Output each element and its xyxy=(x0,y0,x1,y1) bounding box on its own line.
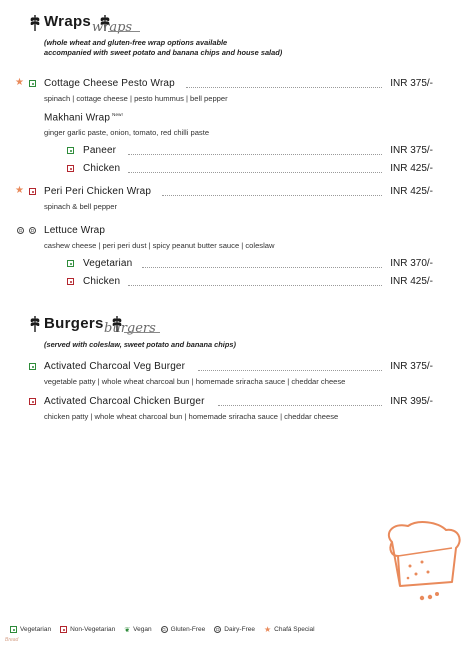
option-name: Vegetarian xyxy=(83,258,133,269)
gluten-free-icon: G xyxy=(18,228,23,233)
leader-dots xyxy=(186,87,382,88)
script-underline xyxy=(124,332,160,333)
wraps-note: (whole wheat and gluten-free wrap options available accompanied with sweet potato and banana chips and house salad) xyxy=(44,38,283,57)
item-description: spinach | cottage cheese | pesto hummus | bell pepper xyxy=(44,94,228,103)
new-badge: New! xyxy=(112,112,123,117)
option-name: Chicken xyxy=(83,163,121,174)
dairy-free-icon: D xyxy=(216,627,220,632)
option-name: Chicken xyxy=(83,276,121,287)
dairy-free-icon: D xyxy=(30,228,35,233)
item-description: chicken patty | whole wheat charcoal bun | homemade sriracha sauce | cheddar cheese xyxy=(44,412,339,421)
leader-dots xyxy=(218,405,382,406)
leader-dots xyxy=(198,370,382,371)
leader-dots xyxy=(128,154,382,155)
option-name: Paneer xyxy=(83,145,117,156)
item-price: INR 375/- xyxy=(390,361,433,372)
burgers-script-title: burgers xyxy=(104,321,156,336)
special-star-icon: ★ xyxy=(263,625,272,634)
item-description: vegetable patty | whole wheat charcoal bun | homemade sriracha sauce | cheddar cheese xyxy=(44,377,346,386)
leader-dots xyxy=(128,285,382,286)
item-price: INR 425/- xyxy=(390,186,433,197)
option-price: INR 425/- xyxy=(390,276,433,287)
veg-icon xyxy=(67,147,74,154)
non-veg-icon xyxy=(67,165,74,172)
legend-dairy-free: D Dairy-Free xyxy=(216,626,255,633)
special-star-icon: ★ xyxy=(15,185,24,196)
legend xyxy=(10,625,324,634)
item-name: Cottage Cheese Pesto Wrap xyxy=(44,78,175,89)
item-price: INR 395/- xyxy=(390,396,433,407)
non-veg-icon xyxy=(29,398,36,405)
veg-icon xyxy=(29,80,36,87)
special-star-icon: ★ xyxy=(15,77,24,88)
legend-gluten-free: G Gluten-Free xyxy=(162,626,206,633)
veg-icon xyxy=(29,363,36,370)
leader-dots xyxy=(142,267,382,268)
item-name: Makhani Wrap $^{New!}$ xyxy=(44,112,123,124)
item-name: Activated Charcoal Veg Burger xyxy=(44,361,186,372)
item-name: Lettuce Wrap xyxy=(44,225,106,236)
wraps-title: Wraps xyxy=(44,13,92,30)
leader-dots xyxy=(128,172,382,173)
bread-illustration xyxy=(378,520,466,606)
burgers-title: Burgers xyxy=(44,315,104,332)
item-description: cashew cheese | peri peri dust | spicy peanut butter sauce | coleslaw xyxy=(44,241,275,250)
non-veg-icon xyxy=(29,188,36,195)
leaf-icon xyxy=(28,313,42,333)
legend-vegan: ❦ Vegan xyxy=(124,626,152,634)
option-price: INR 370/- xyxy=(390,258,433,269)
item-name: Peri Peri Chicken Wrap xyxy=(44,186,152,197)
item-price: INR 375/- xyxy=(390,78,433,89)
option-price: INR 425/- xyxy=(390,163,433,174)
item-name: Activated Charcoal Chicken Burger xyxy=(44,396,205,407)
gluten-free-icon: G xyxy=(162,627,166,632)
option-price: INR 375/- xyxy=(390,145,433,156)
veg-icon xyxy=(67,260,74,267)
vegan-leaf-icon: ❦ xyxy=(124,626,131,634)
legend-special: ★ Chafá Special xyxy=(263,625,315,634)
item-description: spinach & bell pepper xyxy=(44,202,118,211)
veg-icon xyxy=(10,626,17,633)
legend-veg: Vegetarian xyxy=(10,626,51,633)
legend-non-veg: Non-Vegetarian xyxy=(60,626,115,633)
footnote: Bread xyxy=(5,637,19,643)
non-veg-icon xyxy=(67,278,74,285)
script-underline xyxy=(108,31,140,32)
leader-dots xyxy=(162,195,382,196)
item-description: ginger garlic paste, onion, tomato, red chilli paste xyxy=(44,128,210,137)
burgers-note: (served with coleslaw, sweet potato and banana chips) xyxy=(44,340,236,349)
wraps-script-title: wraps xyxy=(92,20,133,35)
non-veg-icon xyxy=(60,626,67,633)
leaf-icon xyxy=(28,12,42,32)
